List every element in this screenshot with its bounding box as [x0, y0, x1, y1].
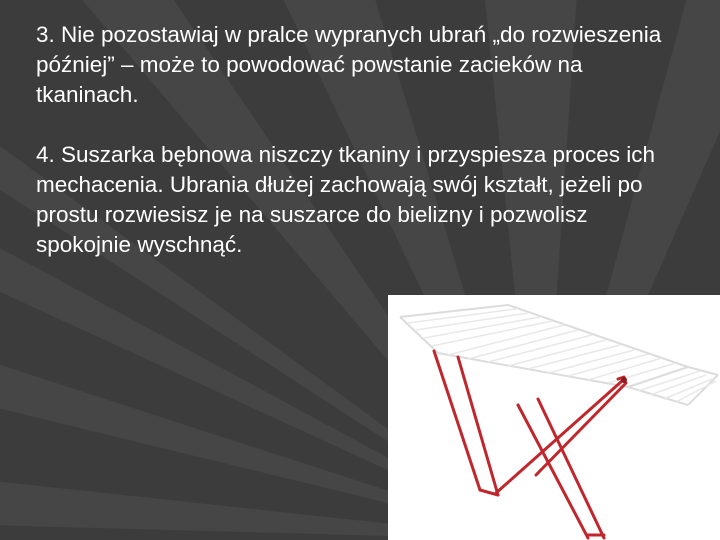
tip-paragraph-4: 4. Suszarka bębnowa niszczy tkaniny i przyspiesza proces ich mechacenia. Ubrania dłużej zachowają swój kształt, jeżeli po prostu rozwiesisz je na suszarce do bielizny i pozwolisz spokojnie wyschnąć.	[36, 142, 656, 257]
drying-rack-photo	[388, 295, 720, 540]
tip-paragraph-3: 3. Nie pozostawiaj w pralce wypranych ubrań „do rozwieszenia później” – może to powodować powstanie zacieków na tkaninach.	[36, 22, 662, 107]
slide-text	[36, 20, 676, 260]
clothes-drying-rack-icon	[388, 295, 720, 540]
